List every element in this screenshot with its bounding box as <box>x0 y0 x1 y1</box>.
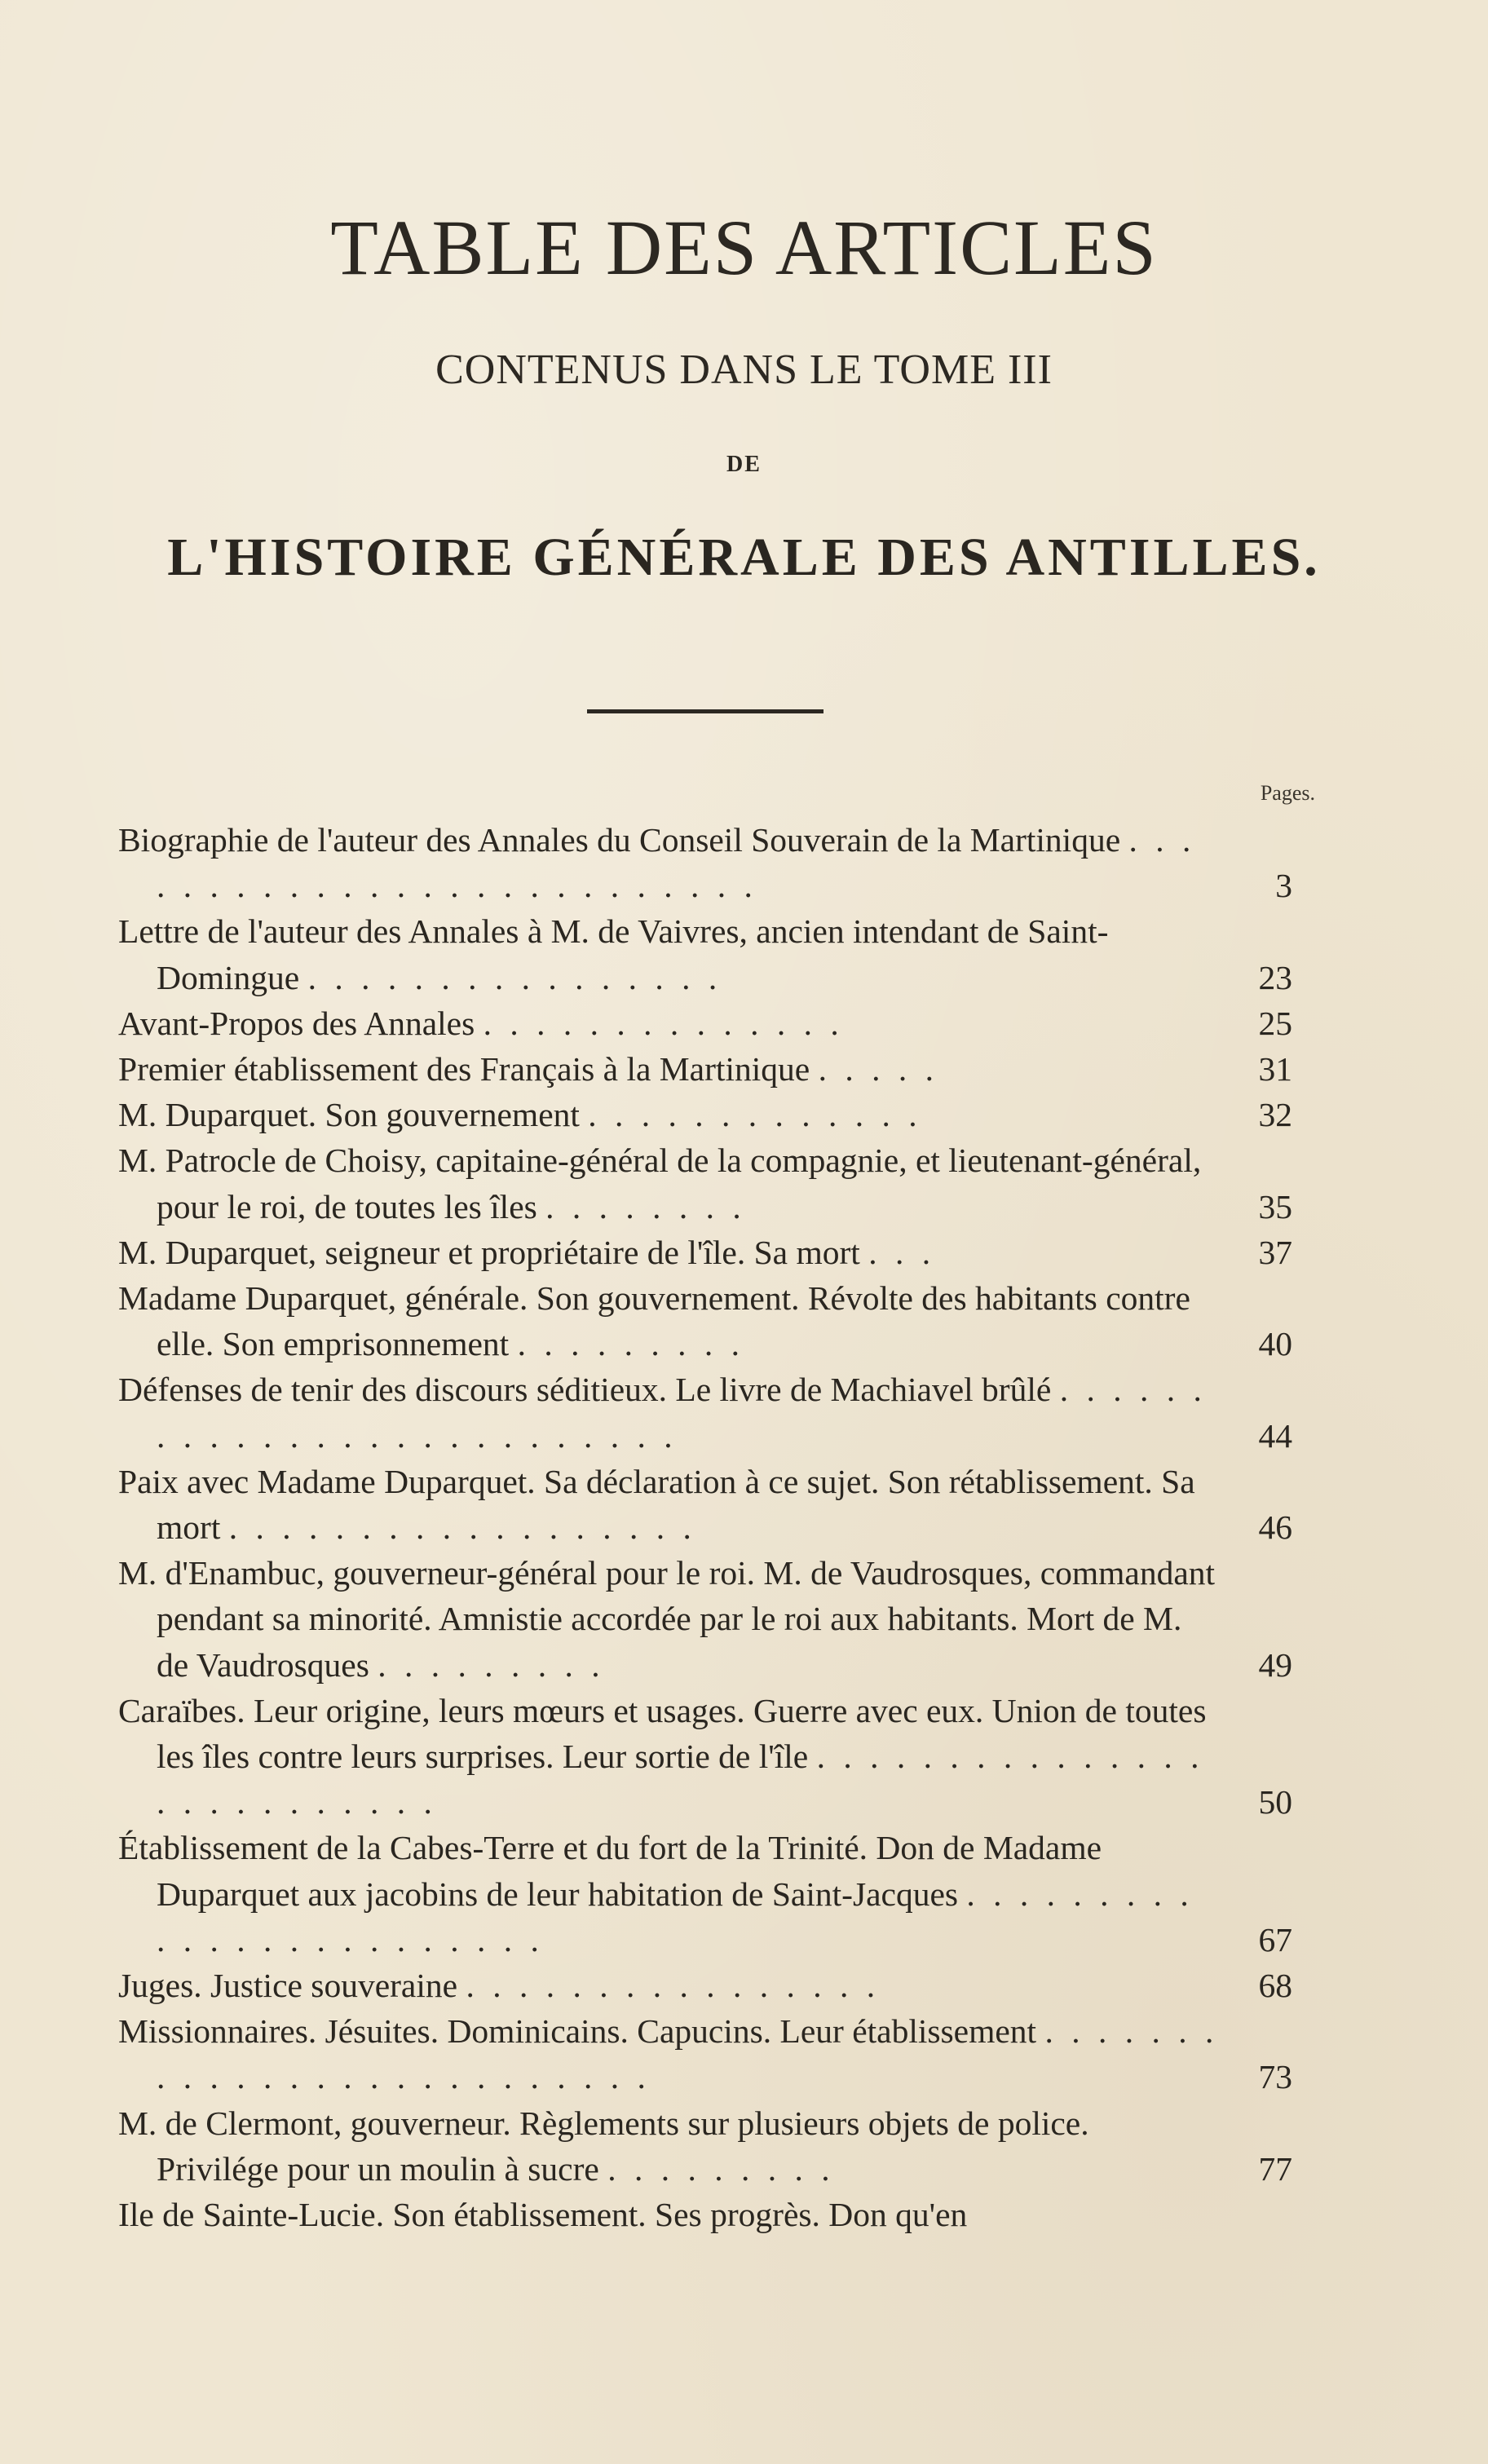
page-subtitle: CONTENUS DANS LE TOME III <box>435 347 1053 393</box>
toc-entry-page-number: 50 <box>1258 1783 1292 1822</box>
toc-entry <box>118 1550 1317 1688</box>
toc-entry-page-number: 49 <box>1258 1645 1292 1684</box>
toc-entry-title: M. d'Enambuc, gouverneur-général pour le roi. M. de Vaudrosques, commandant pendant sa minorité. Amnistie accordée par le roi aux habitants. Mort de M. de Vaudrosques <box>118 1554 1216 1684</box>
toc-entry-leader-dots: . . . . . . . . . <box>607 2149 835 2188</box>
toc-entry-leader-dots: . . . . . . . . . . . . . . . . . . . . . . . . . . <box>157 821 1196 905</box>
toc-entry-page-number: 67 <box>1258 1920 1292 1958</box>
toc-entry-title: Caraïbes. Leur origine, leurs mœurs et usages. Guerre avec eux. Union de toutes les îles contre leurs surprises. Leur sortie de l'île <box>118 1691 1207 1776</box>
toc-entry-leader-dots: . . . . . . . . <box>545 1187 746 1225</box>
divider-rule <box>587 709 823 713</box>
toc-entry <box>118 817 1317 908</box>
toc-entry <box>118 1963 1317 2008</box>
toc-entry-title: M. de Clermont, gouverneur. Règlements sur plusieurs objets de police. Privilége pour un moulin à sucre <box>118 2104 1089 2188</box>
toc-entry-title: Lettre de l'auteur des Annales à M. de Vaivres, ancien intendant de Saint-Domingue <box>118 912 1109 996</box>
toc-entry-leader-dots: . . . . . . . . . . . . . <box>588 1096 922 1134</box>
toc-entry-page-number: 31 <box>1258 1050 1292 1088</box>
toc-entry <box>118 2192 1317 2237</box>
toc-entry-leader-dots: . . . . . . . . . <box>378 1645 605 1684</box>
toc-entry-leader-dots: . . . . . . . . . . . . . . . . . . . . . . . . . . <box>157 1738 1204 1822</box>
toc-entry <box>118 1825 1317 1963</box>
table-of-contents <box>118 817 1317 2237</box>
toc-entry-page-number: 25 <box>1258 1004 1292 1042</box>
toc-entry-title: Madame Duparquet, générale. Son gouvernement. Révolte des habitants contre elle. Son emprisonnement <box>118 1279 1190 1363</box>
toc-entry <box>118 1000 1317 1046</box>
toc-entry-page-number: 40 <box>1258 1325 1292 1363</box>
toc-entry <box>118 1459 1317 1550</box>
toc-entry-leader-dots: . . . . . . . . . . . . . . . . <box>466 1967 881 2005</box>
toc-entry-title: M. Duparquet, seigneur et propriétaire de l'île. Sa mort <box>118 1233 860 1271</box>
toc-entry-leader-dots: . . . . . . . . . . . . . . . . . . . . . . . . . . <box>157 2012 1219 2096</box>
toc-entry-page-number: 3 <box>1275 867 1292 905</box>
toc-entry-page-number: 32 <box>1258 1096 1292 1134</box>
toc-entry-title: Défenses de tenir des discours séditieux. Le livre de Machiavel brûlé <box>118 1371 1052 1409</box>
toc-entry <box>118 2100 1317 2192</box>
toc-entry-title: Missionnaires. Jésuites. Dominicains. Capucins. Leur établissement <box>118 2012 1037 2051</box>
toc-entry-page-number: 37 <box>1258 1233 1292 1271</box>
toc-entry-page-number: 44 <box>1258 1416 1292 1455</box>
toc-entry-leader-dots: . . . . . . . . . . . . . . . . . . <box>228 1508 696 1547</box>
toc-entry <box>118 1367 1317 1458</box>
toc-entry-leader-dots: . . . . . . . . . <box>517 1325 744 1363</box>
toc-entry-leader-dots: . . . . . . . . . . . . . . . . . . . . . . . . . . <box>157 1371 1207 1455</box>
toc-entry-title: Établissement de la Cabes-Terre et du fort de la Trinité. Don de Madame Duparquet aux jacobins de leur habitation de Saint-Jacques <box>118 1829 1102 1913</box>
toc-entry-page-number: 23 <box>1258 958 1292 996</box>
toc-entry <box>118 1046 1317 1092</box>
toc-entry <box>118 1137 1317 1229</box>
toc-entry-leader-dots: . . . . . . . . . . . . . . . . <box>307 958 722 996</box>
page-title: TABLE DES ARTICLES <box>330 204 1158 291</box>
toc-entry-page-number: 35 <box>1258 1187 1292 1225</box>
toc-entry <box>118 908 1317 1000</box>
toc-entry-title: Avant-Propos des Annales <box>118 1004 475 1042</box>
toc-entry-title: M. Duparquet. Son gouvernement <box>118 1096 580 1134</box>
book-heading: L'HISTOIRE GÉNÉRALE DES ANTILLES. <box>167 528 1321 587</box>
toc-entry-title: Juges. Justice souveraine <box>118 1967 458 2005</box>
toc-entry-title: Paix avec Madame Duparquet. Sa déclaration à ce sujet. Son rétablissement. Sa mort <box>118 1462 1195 1547</box>
toc-entry-leader-dots: . . . . . . . . . . . . . . . . . . . . . . . . <box>157 1874 1194 1958</box>
toc-entry-title: Biographie de l'auteur des Annales du Conseil Souverain de la Martinique <box>118 821 1121 859</box>
toc-entry <box>118 1092 1317 1137</box>
toc-entry-page-number: 73 <box>1258 2058 1292 2096</box>
toc-entry-title: M. Patrocle de Choisy, capitaine-général de la compagnie, et lieutenant-général, pour le roi, de toutes les îles <box>118 1141 1202 1225</box>
toc-entry-title: Ile de Sainte-Lucie. Son établissement. Ses progrès. Don qu'en <box>118 2196 968 2234</box>
toc-entry <box>118 1230 1317 1275</box>
toc-entry-page-number: 68 <box>1258 1967 1292 2005</box>
connector-word: DE <box>726 452 762 477</box>
toc-entry-leader-dots: . . . . . <box>818 1050 938 1088</box>
toc-entry <box>118 2008 1317 2100</box>
toc-entry-leader-dots: . . . . . . . . . . . . . . <box>483 1004 844 1042</box>
toc-entry-page-number: 46 <box>1258 1508 1292 1547</box>
pages-column-label: Pages. <box>1260 781 1315 805</box>
toc-entry-title: Premier établissement des Français à la Martinique <box>118 1050 810 1088</box>
toc-entry-leader-dots: . . . <box>868 1233 936 1271</box>
toc-entry-page-number: 77 <box>1258 2149 1292 2188</box>
toc-entry <box>118 1688 1317 1826</box>
toc-entry <box>118 1275 1317 1367</box>
